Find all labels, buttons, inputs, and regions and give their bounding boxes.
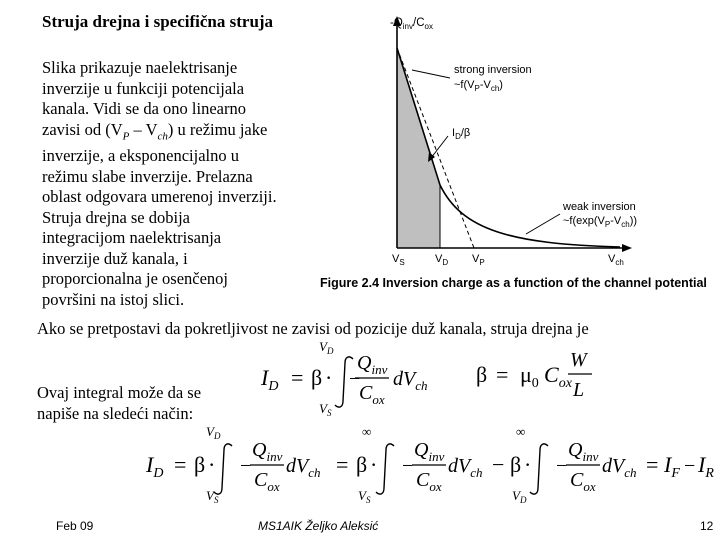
eq-beta-w: W — [570, 349, 587, 371]
eq2-d-2: $dV_{ch}$ — [448, 455, 483, 480]
eq2-upper-2: ∞ — [362, 424, 372, 439]
para-line-4-b: – V — [129, 119, 158, 139]
x-tick-vs: $V_S$ — [392, 253, 405, 267]
eq2-integral-2 — [376, 444, 394, 494]
eq2-minus-3: − — [556, 455, 568, 477]
eq2-equals-2: = — [336, 452, 349, 477]
inversion-charge-figure — [370, 8, 670, 273]
para-sub-p: P — [122, 129, 130, 142]
strong-inversion-label: strong inversion — [454, 64, 532, 76]
eq1-differential: $dV_{ch}$ — [393, 368, 428, 393]
y-axis-label: $-Q_{inv}/C_{ox}$ — [390, 17, 433, 31]
integral-intro-line-2: napiše na sledeći način: — [37, 404, 194, 423]
x-tick-vch: $V_{ch}$ — [608, 253, 624, 267]
slide-title: Struja drejna i specifična struja — [42, 12, 274, 31]
x-tick-vp: $V_P$ — [472, 253, 485, 267]
x-axis-arrow — [622, 244, 632, 252]
current-label: $I_D/\beta$ — [452, 127, 471, 141]
para-line-4-c: ) u režimu jake — [167, 119, 268, 139]
para-line-7: oblast odgovara umerenoj inverziji. — [42, 187, 277, 207]
eq1-lhs: $I_D$ — [261, 365, 279, 394]
eq2-beta-1: β — [194, 452, 206, 477]
eq2-equals-3: = — [646, 452, 659, 477]
eq2-integral-1 — [214, 444, 232, 494]
integral-decomposition-equation — [140, 420, 720, 508]
figure-caption: Figure 2.4 Inversion charge as a function of the channel potential — [320, 276, 707, 290]
para-line-3: kanala. Vidi se da ono linearno — [42, 99, 246, 118]
eq2-minus-between: − — [492, 452, 505, 477]
eq2-integral-3 — [530, 444, 548, 494]
eq1-denominator: $C_{ox}$ — [359, 382, 385, 407]
beta-equation — [470, 342, 600, 404]
eq2-num-2: $Q_{inv}$ — [414, 439, 445, 464]
eq2-dot-2: · — [370, 452, 378, 477]
eq2-upper-1: $V_D$ — [206, 424, 221, 441]
para-line-4 — [42, 120, 310, 147]
eq2-minus-2: − — [402, 455, 414, 477]
eq2-dot-3: · — [524, 452, 532, 477]
eq2-minus-1: − — [240, 455, 252, 477]
para-line-1: Slika prikazuje naelektrisanje — [42, 58, 238, 77]
eq1-beta: β — [311, 365, 323, 390]
eq2-d-1: $dV_{ch}$ — [286, 455, 321, 480]
description-paragraph — [42, 58, 310, 310]
integral-intro-line-1: Ovaj integral može da se — [37, 383, 202, 402]
footer-course: MS1AIK Željko Aleksić — [258, 519, 379, 533]
eq2-equals-1: = — [174, 452, 187, 477]
eq2-rhs-ir: $I_R$ — [698, 452, 714, 481]
eq2-den-1: $C_{ox}$ — [254, 469, 280, 494]
eq2-beta-2: β — [356, 452, 368, 477]
para-line-12: površini na istoj slici. — [42, 289, 185, 309]
eq2-num-3: $Q_{inv}$ — [568, 439, 599, 464]
eq2-dot-1: · — [208, 452, 216, 477]
weak-leader — [526, 214, 560, 234]
eq2-upper-3: ∞ — [516, 424, 526, 439]
eq-beta-equals: = — [496, 362, 509, 387]
para-line-9: integracijom naelektrisanja — [42, 228, 222, 248]
footer-date: Feb 09 — [56, 519, 94, 533]
footer-page-number: 12 — [700, 519, 714, 533]
x-tick-vd: $V_D$ — [435, 253, 449, 267]
eq2-den-2: $C_{ox}$ — [416, 469, 442, 494]
eq2-minus-4: − — [684, 455, 696, 477]
current-leader — [431, 136, 448, 158]
eq2-lower-3: $V_D$ — [512, 488, 527, 505]
strong-leader — [412, 70, 450, 78]
eq1-equals: = — [291, 365, 304, 390]
eq2-den-3: $C_{ox}$ — [570, 469, 596, 494]
eq2-lhs: $I_D$ — [146, 452, 164, 481]
eq2-lower-1: $V_S$ — [206, 488, 219, 505]
para-line-8: Struja drejna se dobija — [42, 207, 191, 227]
eq-beta-c: $C_{ox}$ — [544, 362, 572, 391]
eq1-dot: · — [325, 365, 333, 390]
eq2-d-3: $dV_{ch}$ — [602, 455, 637, 480]
assumption-sentence: Ako se pretpostavi da pokretljivost ne zavisi od pozicije duž kanala, struja drejna je — [37, 319, 589, 338]
eq-beta-symbol: β — [476, 362, 488, 387]
shaded-area — [397, 48, 440, 248]
eq-beta-mu: $\mu_0$ — [520, 362, 539, 391]
para-sub-ch: ch — [157, 129, 168, 142]
weak-inversion-label: weak inversion — [563, 201, 636, 213]
para-line-11: proporcionalna je osenčenoj — [42, 269, 229, 289]
eq1-minus: − — [349, 368, 361, 390]
drain-current-equation — [255, 335, 445, 417]
eq2-num-1: $Q_{inv}$ — [252, 439, 283, 464]
eq2-beta-3: β — [510, 452, 522, 477]
strong-inversion-formula: $\sim f(V_P-V_{ch})$ — [454, 79, 503, 93]
eq-beta-l: L — [573, 379, 585, 401]
weak-inversion-formula: $\sim f(\exp(V_P-V_{ch}))$ — [563, 215, 638, 229]
eq1-numerator: $Q_{inv}$ — [357, 352, 388, 377]
eq1-lower-limit: $V_S$ — [319, 401, 332, 417]
eq2-lower-2: $V_S$ — [358, 488, 371, 505]
para-line-6: režimu slabe inverzije. Prelazna — [42, 166, 253, 186]
para-line-4-a: zavisi od (V — [42, 119, 123, 139]
eq1-upper-limit: $V_D$ — [319, 339, 334, 356]
eq2-rhs-if: $I_F$ — [664, 452, 680, 481]
para-line-2: inverzije u funkciji potencijala — [42, 78, 245, 98]
para-line-5: inverzije, a eksponencijalno u — [42, 146, 240, 166]
para-line-10: inverzije duž kanala, i — [42, 248, 188, 268]
